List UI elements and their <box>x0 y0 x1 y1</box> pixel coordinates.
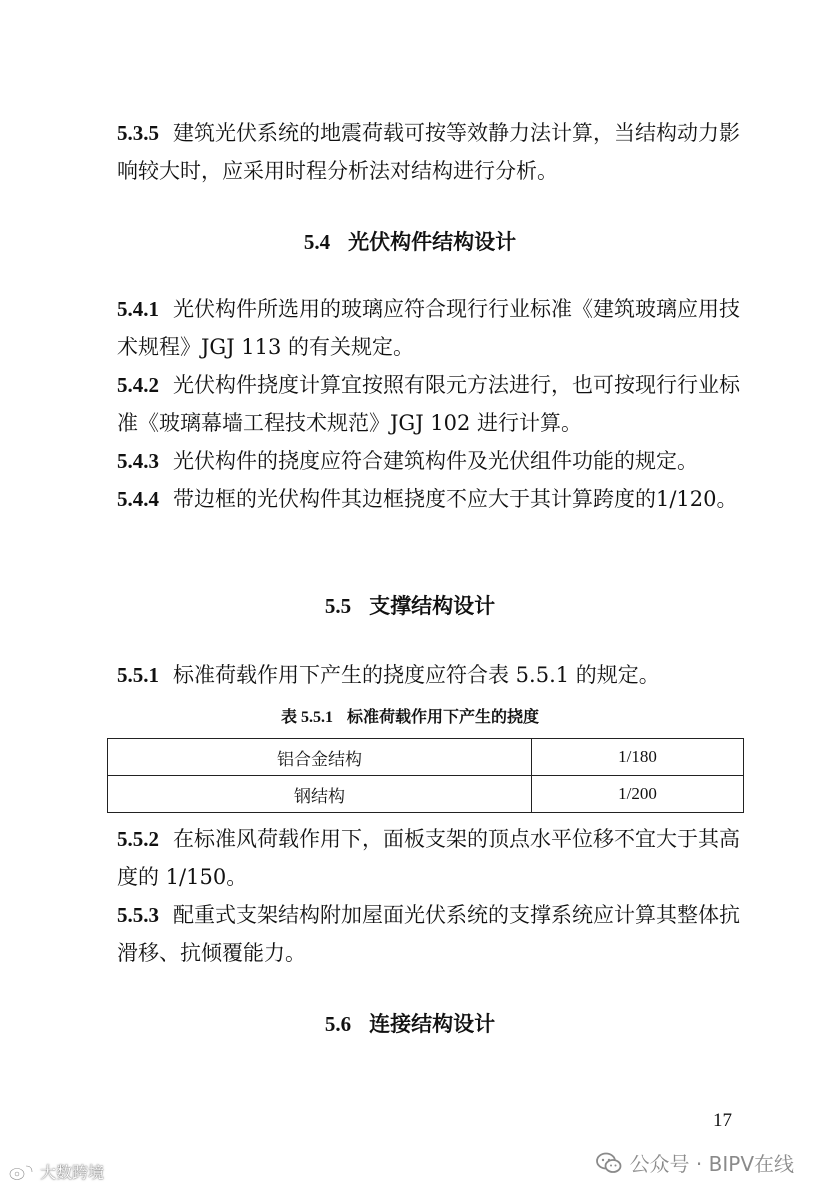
clause-5-4-4 <box>117 480 747 518</box>
section-heading-5-4 <box>0 226 820 256</box>
watermark-brand-text: 大数跨境 <box>40 1163 105 1182</box>
section-heading-5-5 <box>0 590 820 620</box>
clause-text: 光伏构件的挠度应符合建筑构件及光伏组件功能的规定。 <box>173 449 698 473</box>
clause-number: 5.3.5 <box>117 121 159 145</box>
section-heading-5-6 <box>0 1008 820 1038</box>
clause-5-4-1 <box>117 290 747 366</box>
wechat-icon <box>596 1152 622 1174</box>
section-title: 支撑结构设计 <box>369 593 496 618</box>
section-title: 连接结构设计 <box>369 1011 496 1036</box>
clause-number: 5.5.3 <box>117 903 159 927</box>
clause-number: 5.4.4 <box>117 487 159 511</box>
weibo-style-logo-icon <box>8 1162 36 1182</box>
section-number: 5.6 <box>324 1012 352 1036</box>
watermark-text: 公众号 · BIPV在线 <box>629 1152 794 1176</box>
clause-number: 5.5.1 <box>117 663 159 687</box>
clause-text: 配重式支架结构附加屋面光伏系统的支撑系统应计算其整体抗滑移、抗倾覆能力。 <box>117 903 740 965</box>
table-caption-title: 标准荷载作用下产生的挠度 <box>347 707 540 726</box>
table-cell-structure: 钢结构 <box>108 776 532 813</box>
clause-5-5-2 <box>117 820 747 896</box>
clause-5-5-3 <box>117 896 747 972</box>
table-caption <box>0 704 820 727</box>
table-row <box>108 739 744 776</box>
table-cell-structure: 铝合金结构 <box>108 739 532 776</box>
section-number: 5.4 <box>303 230 331 254</box>
section-title: 光伏构件结构设计 <box>348 229 517 254</box>
table-row <box>108 776 744 813</box>
clause-text: 带边框的光伏构件其边框挠度不应大于其计算跨度的1/120。 <box>173 487 738 511</box>
deflection-table <box>107 738 744 813</box>
clause-number: 5.4.2 <box>117 373 159 397</box>
page-number: 17 <box>713 1110 732 1131</box>
clause-5-5-1 <box>117 656 747 694</box>
clause-5-4-2 <box>117 366 747 442</box>
watermark-brand <box>8 1160 104 1183</box>
clause-text: 光伏构件所选用的玻璃应符合现行行业标准《建筑玻璃应用技术规程》JGJ 113 的有关规定。 <box>117 297 740 359</box>
clause-number: 5.4.3 <box>117 449 159 473</box>
clause-text: 标准荷载作用下产生的挠度应符合表 5.5.1 的规定。 <box>173 663 660 687</box>
clause-5-3-5 <box>117 114 747 190</box>
clause-text: 在标准风荷载作用下，面板支架的顶点水平位移不宜大于其高度的 1/150。 <box>117 827 740 889</box>
clause-number: 5.5.2 <box>117 827 159 851</box>
section-number: 5.5 <box>324 594 352 618</box>
table-caption-number: 表 5.5.1 <box>280 709 333 726</box>
clause-number: 5.4.1 <box>117 297 159 321</box>
table-cell-deflection: 1/200 <box>532 776 744 813</box>
clause-text: 光伏构件挠度计算宜按照有限元方法进行，也可按现行行业标准《玻璃幕墙工程技术规范》JGJ 102 进行计算。 <box>117 373 740 435</box>
table-cell-deflection: 1/180 <box>532 739 744 776</box>
watermark-wechat <box>596 1148 794 1177</box>
clause-text: 建筑光伏系统的地震荷载可按等效静力法计算，当结构动力影响较大时，应采用时程分析法对结构进行分析。 <box>117 121 740 183</box>
clause-5-4-3 <box>117 442 747 480</box>
